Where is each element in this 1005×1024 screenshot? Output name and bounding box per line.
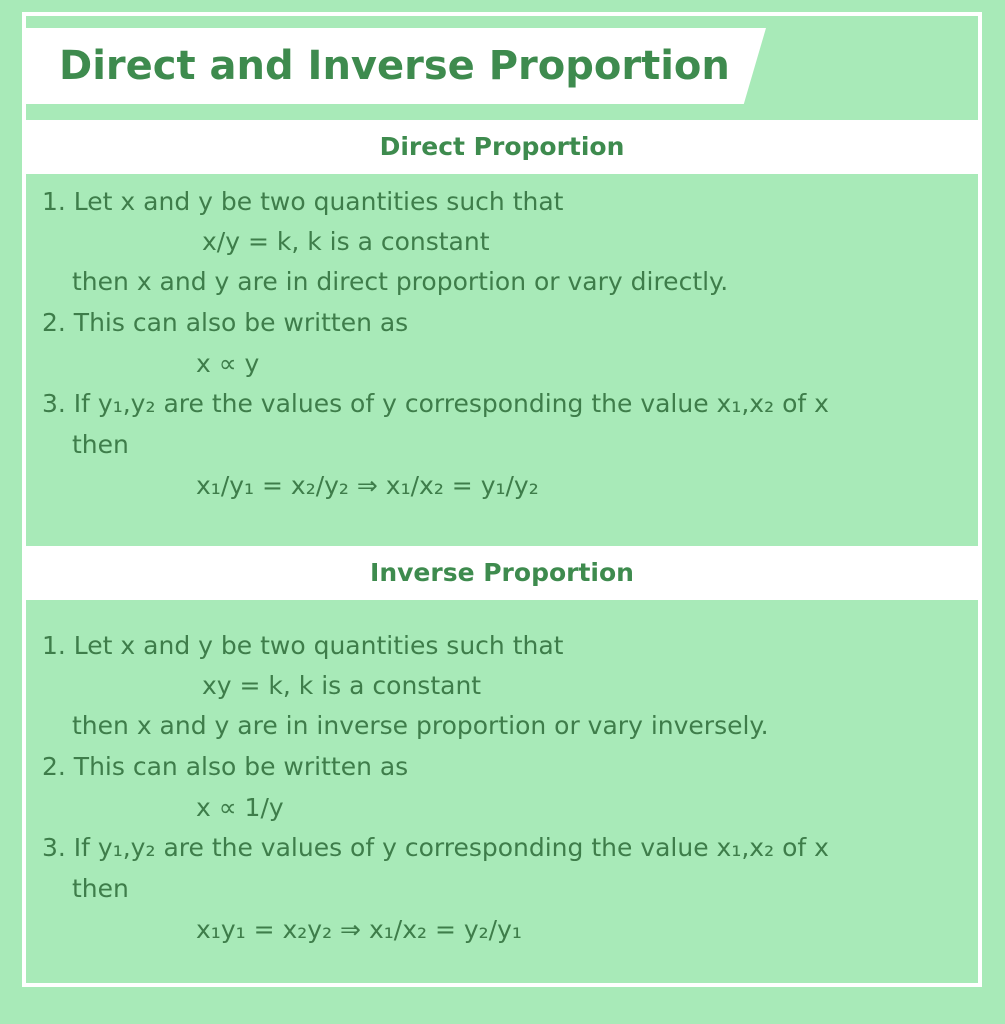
direct-line-3: then x and y are in direct proportion or vary directly. <box>72 267 729 296</box>
direct-line-7: then <box>72 430 129 459</box>
page-title: Direct and Inverse Proportion <box>59 43 730 89</box>
inverse-line-3: then x and y are in inverse proportion or vary inversely. <box>72 711 769 740</box>
direct-line-2: x/y = k, k is a constant <box>202 227 490 256</box>
inverse-line-4: 2. This can also be written as <box>42 752 409 781</box>
inverse-line-8: x₁y₁ = x₂y₂ ⇒ x₁/x₂ = y₂/y₁ <box>196 915 522 944</box>
inverse-line-7: then <box>72 874 129 903</box>
inverse-line-6: 3. If y₁,y₂ are the values of y corresponding the value x₁,x₂ of x <box>42 833 829 862</box>
direct-line-8: x₁/y₁ = x₂/y₂ ⇒ x₁/x₂ = y₁/y₂ <box>196 471 539 500</box>
direct-line-6: 3. If y₁,y₂ are the values of y corresponding the value x₁,x₂ of x <box>42 389 829 418</box>
inverse-line-5: x ∝ 1/y <box>196 793 284 822</box>
direct-line-5: x ∝ y <box>196 349 260 378</box>
content-frame <box>22 12 982 987</box>
direct-line-1: 1. Let x and y be two quantities such that <box>42 187 564 216</box>
inverse-proportion-header: Inverse Proportion <box>26 546 978 600</box>
inverse-line-2: xy = k, k is a constant <box>202 671 482 700</box>
direct-proportion-header: Direct Proportion <box>26 120 978 174</box>
inverse-line-1: 1. Let x and y be two quantities such that <box>42 631 564 660</box>
direct-line-4: 2. This can also be written as <box>42 308 409 337</box>
